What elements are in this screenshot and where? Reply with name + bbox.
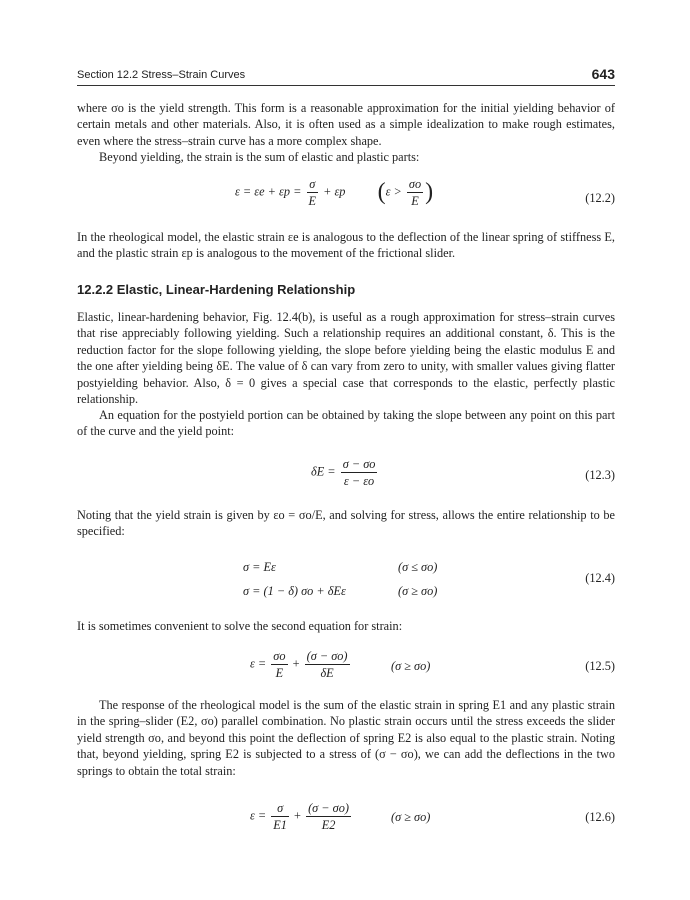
- section-heading: 12.2.2 Elastic, Linear-Hardening Relationship: [77, 282, 356, 297]
- eq-12-2-denominator: E: [308, 194, 317, 208]
- eq-12-2-condition: ε >: [385, 184, 402, 199]
- eq-12-2-plus-term: + εp: [323, 184, 346, 199]
- eq-12-5-fraction-1-denominator: E: [275, 666, 284, 680]
- eq-12-5-plus: +: [292, 656, 300, 671]
- eq-12-6-plus: +: [294, 808, 301, 823]
- eq-12-5-fraction-1: [271, 648, 287, 681]
- eq-12-4-cond-2: (σ ≥ σo): [398, 584, 438, 598]
- eq-12-3-fraction: [341, 456, 378, 489]
- eq-12-6-fraction-2: [306, 800, 351, 833]
- eq-12-5-fraction-2-numerator: (σ − σo): [306, 649, 348, 663]
- equation-12-3: [311, 456, 379, 489]
- eq-12-3-denominator: ε − εo: [343, 474, 375, 488]
- running-header: [77, 66, 615, 86]
- eq-12-4-line-1: σ = Eε: [243, 560, 276, 574]
- equation-12-4-condition-1: [398, 560, 437, 575]
- equation-12-4-condition-2: [398, 584, 437, 599]
- eq-12-2-fraction: [307, 176, 319, 209]
- equation-12-5-condition: [391, 659, 430, 674]
- eq-12-2-condition-fraction: [407, 176, 423, 209]
- equation-number-12-5: (12.5): [585, 659, 615, 673]
- eq-12-4-line-2: σ = (1 − δ) σo + δEε: [243, 584, 346, 598]
- equation-12-5: [250, 648, 352, 681]
- paragraph-rheological-response: The response of the rheological model is the sum of the elastic strain in spring E1 and any plastic strain in the spring–slider (E2, σo) parallel combination. No plastic strain occurs until the stress exceeds the slider yield strength σo, and beyond this point the deflection of spring E2 is also equal to the plastic strain. Noting that, beyond yielding, spring E2 is subjected to a stress of (σ − σo), we can add the deflections in the two springs to obtain the total strain:: [77, 698, 615, 778]
- equation-12-6: [250, 800, 353, 833]
- equation-12-2: [235, 176, 433, 209]
- paragraph-linear-hardening: [77, 309, 615, 407]
- eq-12-5-fraction-2: [305, 648, 350, 681]
- eq-12-2-open-paren: (: [377, 179, 386, 205]
- eq-12-6-fraction-1: [271, 800, 289, 833]
- eq-12-2-lhs: ε = εe + εp =: [235, 184, 302, 199]
- eq-12-6-fraction-2-denominator: E2: [321, 818, 336, 832]
- eq-12-6-fraction-2-numerator: (σ − σo): [308, 801, 349, 815]
- eq-12-4-cond-1: (σ ≤ σo): [398, 560, 438, 574]
- p4-text: Elastic, linear-hardening behavior, Fig. 12.4(b), is useful as a rough approximation for stress–strain curves that rise appreciably following yielding. Such a relationship requires an additional constant, δ. This is the reduction factor for the slope following yielding, the slope before yielding being the elastic modulus E and the one after yielding being δE. The value of δ can vary from zero to unity, with smaller values giving flatter postyielding behavior. Also, δ = 0 gives a special case that corresponds to the elastic, perfectly plastic relationship.: [77, 310, 615, 407]
- eq-12-6-lhs: ε =: [250, 808, 267, 823]
- eq-12-6-cond: (σ ≥ σo): [391, 810, 431, 824]
- equation-number-12-4: (12.4): [585, 571, 615, 585]
- paragraph-rheological-model: In the rheological model, the elastic strain εe is analogous to the deflection of the linear spring of stiffness E, and the plastic strain εp is analogous to the movement of the frictional slider.: [77, 230, 615, 261]
- equation-number-12-2: (12.2): [585, 191, 615, 205]
- eq-12-5-lhs: ε =: [250, 656, 267, 671]
- eq-12-5-fraction-2-denominator: δE: [320, 666, 334, 680]
- eq-12-2-condition-denominator: E: [411, 194, 419, 208]
- eq-12-5-cond: (σ ≥ σo): [391, 659, 431, 673]
- eq-12-6-fraction-1-numerator: σ: [271, 800, 289, 817]
- paragraph-postyield-equation: An equation for the postyield portion can be obtained by taking the slope between any point on this part of the curve and the yield point:: [77, 408, 615, 439]
- equation-12-4-line-1: [243, 560, 276, 575]
- eq-12-3-lhs: δE =: [311, 464, 336, 479]
- eq-12-2-numerator: σ: [307, 176, 319, 193]
- paragraph-yield-approximation: where σo is the yield strength. This form is a reasonable approximation for the initial yielding behavior of certain metals and other materials. Also, it is often used as a simple idealization to make rough estimates, even where the stress–strain curve has a more complex shape.: [77, 101, 615, 148]
- eq-12-5-fraction-1-numerator: σo: [273, 649, 286, 663]
- paragraph-yield-strain: Noting that the yield strain is given by εo = σo/E, and solving for stress, allows the entire relationship to be specified:: [77, 508, 615, 539]
- eq-12-6-fraction-1-denominator: E1: [273, 818, 287, 832]
- equation-12-6-condition: [391, 810, 430, 825]
- eq-12-2-condition-numerator: σo: [408, 177, 422, 191]
- equation-12-4-line-2: [243, 584, 346, 599]
- section-title: Section 12.2 Stress–Strain Curves: [77, 69, 246, 81]
- paragraph-solve-strain: It is sometimes convenient to solve the second equation for strain:: [77, 619, 403, 633]
- page-number: 643: [591, 66, 615, 82]
- equation-number-12-6: (12.6): [585, 810, 615, 824]
- paragraph-beyond-yielding: Beyond yielding, the strain is the sum of elastic and plastic parts:: [99, 150, 420, 164]
- header-rule: [77, 85, 615, 86]
- eq-12-3-numerator: σ − σo: [342, 457, 376, 471]
- equation-number-12-3: (12.3): [585, 468, 615, 482]
- eq-12-2-close-paren: ): [425, 179, 434, 205]
